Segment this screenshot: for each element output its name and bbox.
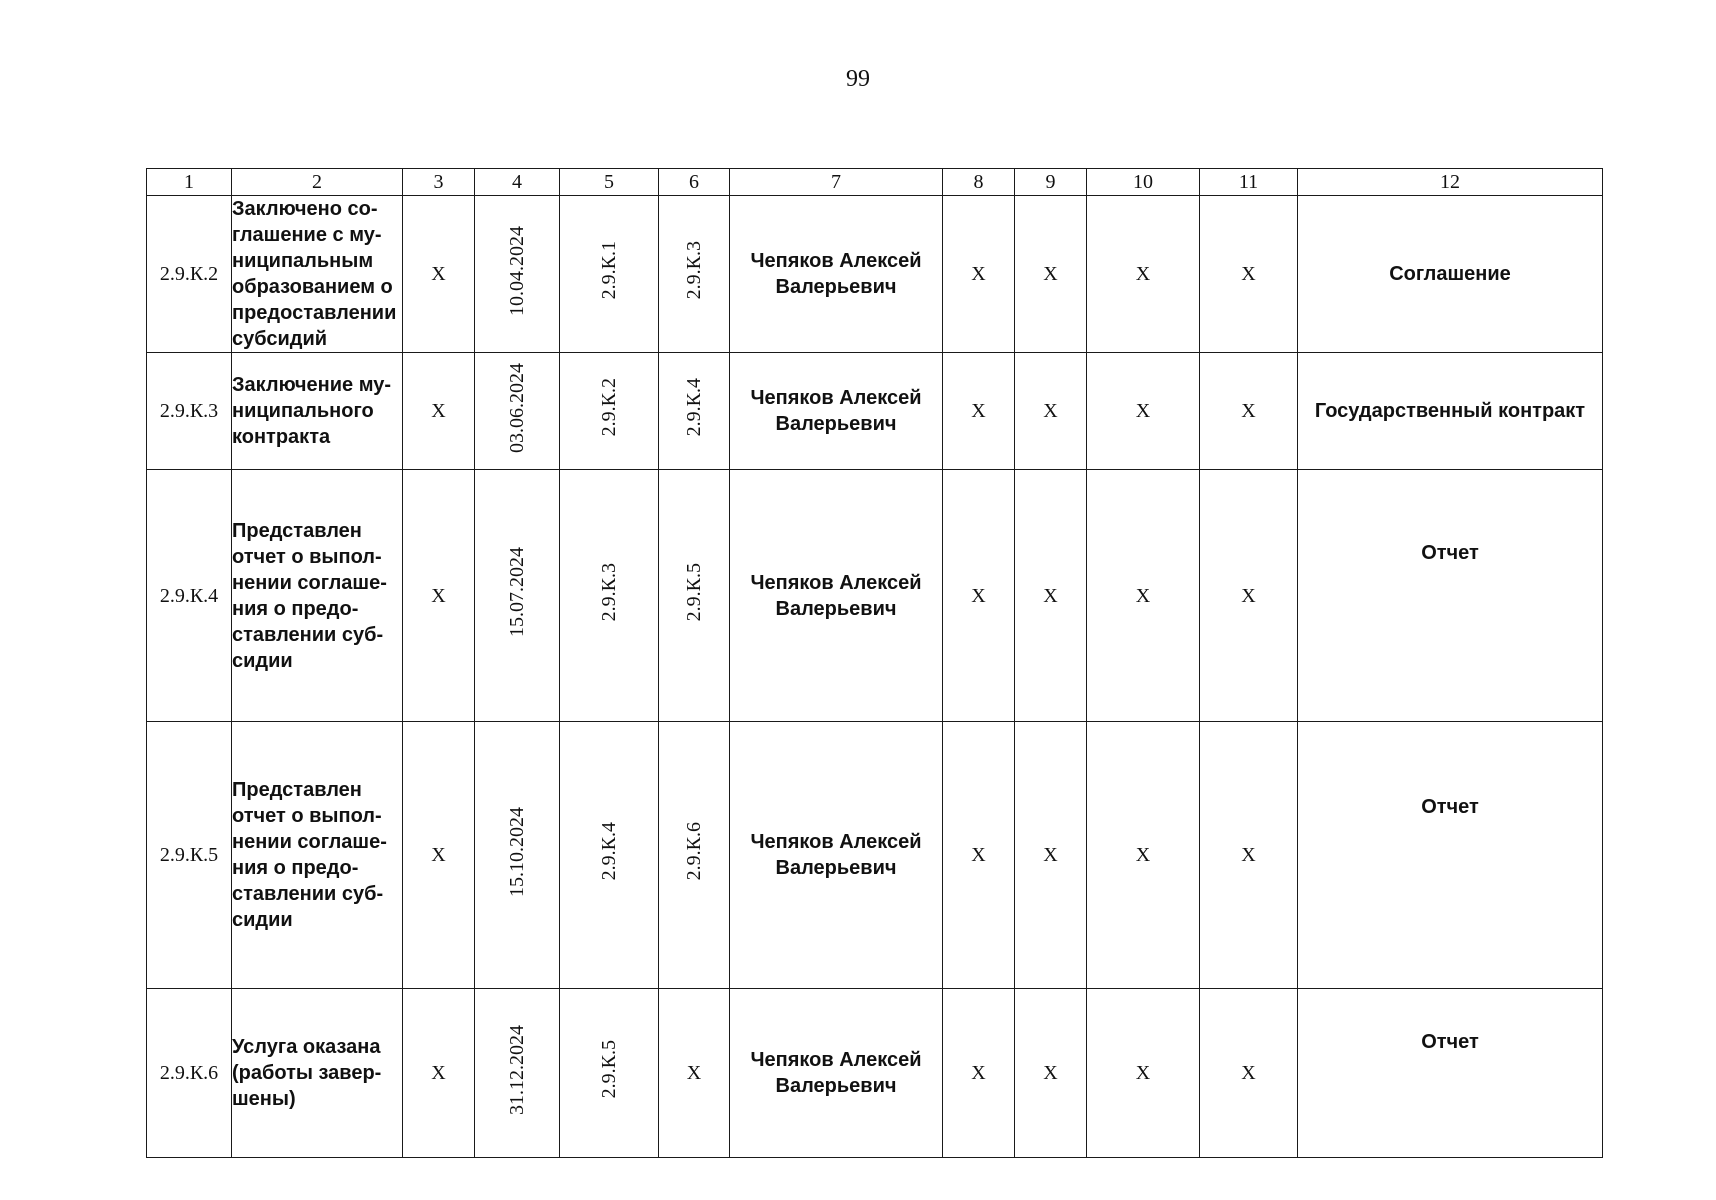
cell-mark: X — [1200, 722, 1298, 989]
cell-mark: X — [1087, 722, 1200, 989]
cell-mark: X — [1015, 722, 1087, 989]
cell-mark: X — [403, 989, 475, 1158]
header-cell: 11 — [1200, 169, 1298, 196]
row-responsible: Чепяков Алексей Валерьевич — [730, 353, 943, 470]
row-date: 03.06.2024 — [506, 362, 528, 453]
next-cell — [659, 722, 730, 989]
row-predecessor: 2.9.К.5 — [598, 1040, 620, 1099]
cell-mark: X — [403, 722, 475, 989]
header-cell: 12 — [1298, 169, 1603, 196]
date-cell — [475, 722, 560, 989]
row-predecessor: 2.9.К.2 — [598, 378, 620, 437]
cell-mark: X — [403, 196, 475, 353]
cell-mark: X — [943, 470, 1015, 722]
header-cell: 2 — [232, 169, 403, 196]
row-description: Представлен отчет о выпол- нении соглаше- ния о предо- ставлении суб- сидии — [232, 722, 403, 989]
row-successor: 2.9.К.6 — [683, 822, 705, 881]
control-points-table — [146, 168, 1603, 1158]
header-cell: 5 — [560, 169, 659, 196]
date-cell — [475, 470, 560, 722]
next-cell — [659, 196, 730, 353]
row-responsible: Чепяков Алексей Валерьевич — [730, 196, 943, 353]
row-predecessor: 2.9.К.1 — [598, 241, 620, 300]
cell-mark: X — [943, 353, 1015, 470]
header-cell: 6 — [659, 169, 730, 196]
row-responsible: Чепяков Алексей Валерьевич — [730, 722, 943, 989]
header-cell: 10 — [1087, 169, 1200, 196]
cell-mark: X — [1200, 470, 1298, 722]
row-successor: X — [659, 989, 730, 1158]
date-cell — [475, 989, 560, 1158]
header-cell: 3 — [403, 169, 475, 196]
row-successor: 2.9.К.3 — [683, 241, 705, 300]
cell-mark: X — [943, 722, 1015, 989]
row-date: 15.10.2024 — [506, 806, 528, 897]
prev-cell — [560, 353, 659, 470]
prev-cell — [560, 196, 659, 353]
prev-cell — [560, 989, 659, 1158]
cell-mark: X — [943, 196, 1015, 353]
row-description: Заключено со- глашение с му- ниципальным образованием о предоставлении субсидий — [232, 196, 403, 353]
next-cell — [659, 353, 730, 470]
row-date: 10.04.2024 — [506, 225, 528, 316]
row-predecessor: 2.9.К.3 — [598, 562, 620, 622]
row-document: Государственный контракт — [1298, 353, 1603, 470]
prev-cell — [560, 722, 659, 989]
table-row — [147, 989, 1603, 1158]
table-row — [147, 722, 1603, 989]
date-cell — [475, 196, 560, 353]
row-description: Услуга оказана (работы завер- шены) — [232, 989, 403, 1158]
header-cell: 7 — [730, 169, 943, 196]
next-cell — [659, 470, 730, 722]
header-cell: 8 — [943, 169, 1015, 196]
row-code: 2.9.К.3 — [147, 353, 232, 470]
row-date: 15.07.2024 — [506, 547, 528, 637]
cell-mark: X — [1015, 989, 1087, 1158]
date-cell — [475, 353, 560, 470]
row-successor: 2.9.К.4 — [683, 378, 705, 437]
row-code: 2.9.К.2 — [147, 196, 232, 353]
cell-mark: X — [1015, 353, 1087, 470]
cell-mark: X — [1087, 470, 1200, 722]
row-description: Представлен отчет о выпол- нении соглаше- ния о предо- ставлении суб- сидии — [232, 470, 403, 722]
row-description: Заключение му- ниципального контракта — [232, 353, 403, 470]
cell-mark: X — [1200, 196, 1298, 353]
row-code: 2.9.К.4 — [147, 470, 232, 722]
table-header-row — [147, 169, 1603, 196]
cell-mark: X — [1200, 989, 1298, 1158]
cell-mark: X — [1015, 196, 1087, 353]
row-date: 31.12.2024 — [506, 1024, 528, 1115]
row-document: Отчет — [1298, 722, 1603, 989]
table-row — [147, 353, 1603, 470]
table-row — [147, 196, 1603, 353]
cell-mark: X — [1087, 353, 1200, 470]
cell-mark: X — [403, 470, 475, 722]
row-document: Соглашение — [1298, 196, 1603, 353]
row-code: 2.9.К.6 — [147, 989, 232, 1158]
table-row — [147, 470, 1603, 722]
cell-mark: X — [1087, 989, 1200, 1158]
row-predecessor: 2.9.К.4 — [598, 822, 620, 881]
header-cell: 9 — [1015, 169, 1087, 196]
row-successor: 2.9.К.5 — [683, 562, 705, 622]
cell-mark: X — [943, 989, 1015, 1158]
row-document: Отчет — [1298, 470, 1603, 722]
cell-mark: X — [1200, 353, 1298, 470]
row-responsible: Чепяков Алексей Валерьевич — [730, 470, 943, 722]
prev-cell — [560, 470, 659, 722]
page-number: 99 — [846, 66, 870, 92]
row-responsible: Чепяков Алексей Валерьевич — [730, 989, 943, 1158]
cell-mark: X — [1015, 470, 1087, 722]
header-cell: 1 — [147, 169, 232, 196]
cell-mark: X — [403, 353, 475, 470]
row-code: 2.9.К.5 — [147, 722, 232, 989]
cell-mark: X — [1087, 196, 1200, 353]
header-cell: 4 — [475, 169, 560, 196]
row-document: Отчет — [1298, 989, 1603, 1158]
